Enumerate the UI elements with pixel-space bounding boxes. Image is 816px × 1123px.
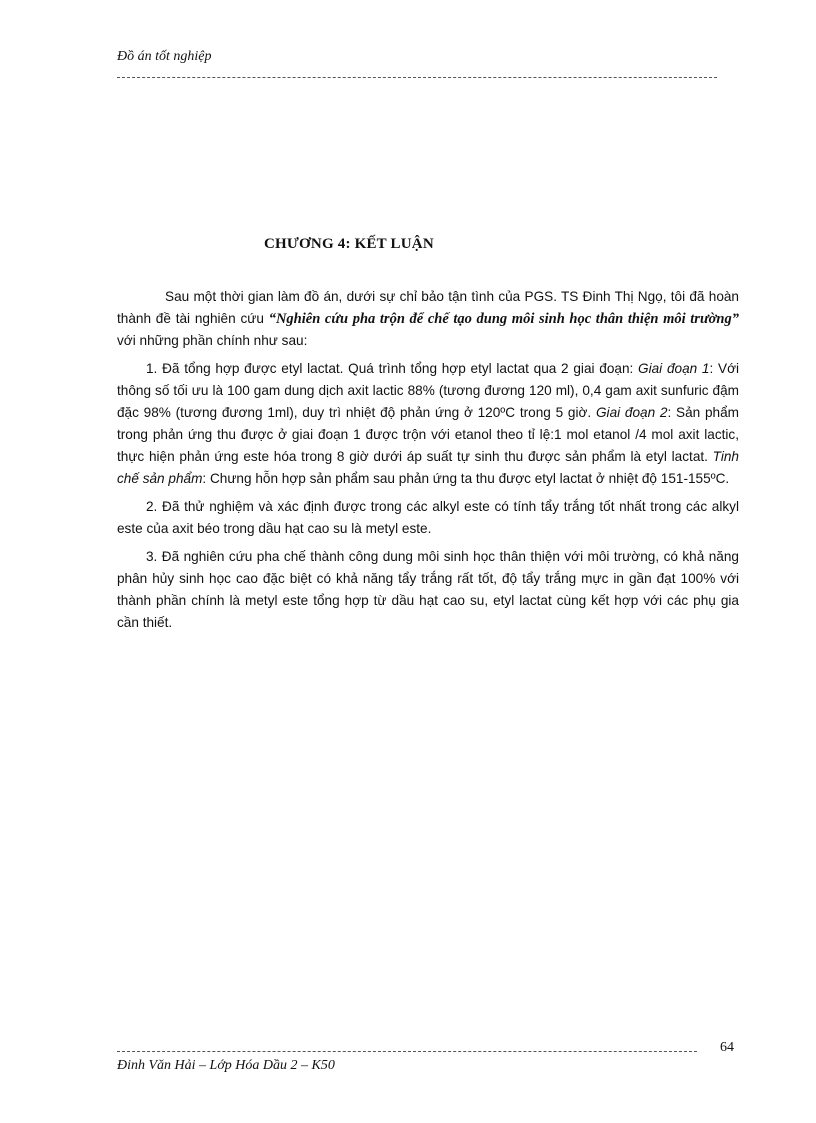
body-content (117, 286, 739, 640)
intro-paragraph (117, 286, 739, 352)
footer-author: Đinh Văn Hải – Lớp Hóa Dầu 2 – K50 (117, 1058, 335, 1073)
item-1-text: 1. Đã tổng hợp được etyl lactat. Quá trình tổng hợp etyl lactat qua 2 giai đoạn: (146, 361, 639, 376)
conclusion-item-2: 2. Đã thử nghiệm và xác định được trong các alkyl este có tính tẩy trắng tốt nhất trong các alkyl este của axit béo trong dầu hạt cao su là metyl este. (117, 499, 739, 536)
thesis-topic-title: “Nghiên cứu pha trộn để chế tạo dung môi sinh học thân thiện môi trường” (268, 311, 739, 327)
header-divider (117, 77, 717, 78)
intro-text-end: với những phần chính như sau: (117, 333, 308, 348)
item-1-purification-text: : Chưng hỗn hợp sản phẩm sau phản ứng ta thu được etyl lactat ở nhiệt độ 151-155ºC. (202, 471, 730, 486)
chapter-heading: CHƯƠNG 4: KẾT LUẬN (264, 236, 434, 252)
conclusion-item-1 (117, 358, 739, 490)
item-1-stage-1-text: : Với thông số tối ưu là 100 gam dung dịch axit lactic 88% (tương đương 120 ml), 0,4 gam axit sunfuric đậm đặc 98% (tương đương 1ml), duy trì nhiệt độ phản ứng ở 120ºC trong 5 giờ. (117, 361, 740, 420)
purification-label: Tinh chế sản phẩm (117, 449, 739, 486)
stage-2-label: Giai đoạn 2 (595, 405, 668, 420)
footer-divider (117, 1051, 697, 1052)
stage-1-label: Giai đoạn 1 (638, 361, 710, 376)
page-header-title: Đồ án tốt nghiệp (117, 49, 212, 64)
page-number: 64 (720, 1040, 734, 1055)
conclusion-item-3: 3. Đã nghiên cứu pha chế thành công dung môi sinh học thân thiện với môi trường, có khả năng phân hủy sinh học cao đặc biệt có khả năng tẩy trắng rất tốt, độ tẩy trắng mực in gần đạt 100% với thành phần chính là metyl este tổng hợp từ dầu hạt cao su, etyl lactat cùng kết hợp với các phụ gia cần thiết. (117, 549, 739, 630)
intro-text: Sau một thời gian làm đồ án, dưới sự chỉ bảo tận tình của PGS. TS Đinh Thị Ngọ, tôi đã hoàn thành đề tài nghiên cứu (117, 289, 739, 326)
item-1-stage-2-text: : Sản phẩm trong phản ứng thu được ở giai đoạn 1 được trộn với etanol theo tỉ lệ:1 mol etanol /4 mol axit lactic, thực hiện phản ứng este hóa trong 8 giờ dưới áp suất tự sinh thu được sản phẩm là etyl lactat. (117, 405, 739, 464)
